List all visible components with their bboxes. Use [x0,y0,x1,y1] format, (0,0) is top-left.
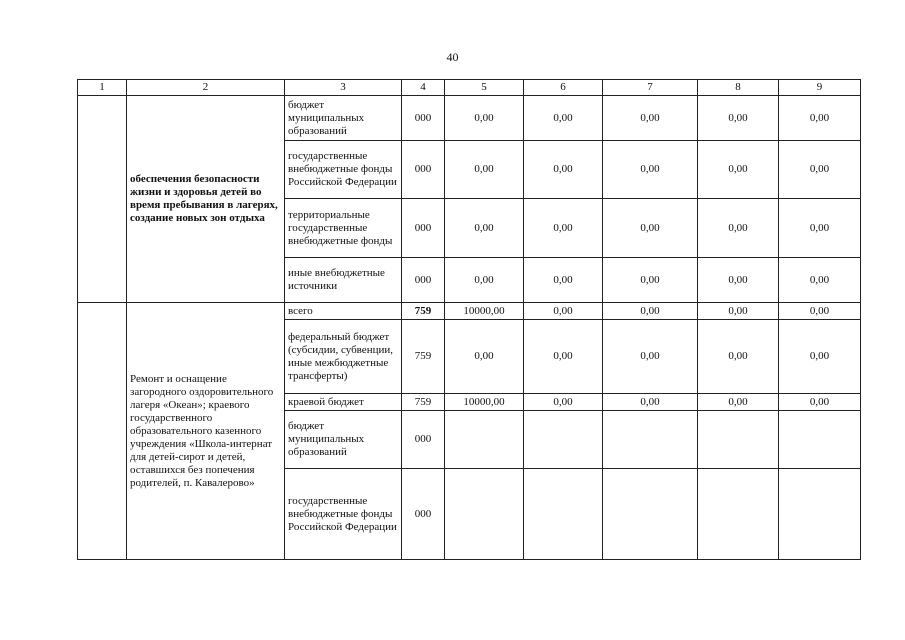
value-cell: 0,00 [779,303,861,320]
value-cell: 0,00 [603,394,698,411]
code-cell: 759 [402,303,445,320]
funding-source: территориальные государственные внебюджетные фонды [285,199,402,258]
value-cell [779,411,861,469]
column-number: 8 [698,80,779,96]
funding-source: государственные внебюджетные фонды Российской Федерации [285,141,402,199]
column-number-row [78,80,861,96]
code-cell: 759 [402,320,445,394]
value-cell: 0,00 [779,258,861,303]
value-cell: 0,00 [779,96,861,141]
value-cell: 0,00 [603,199,698,258]
row-number-cell [78,96,127,303]
value-cell: 0,00 [603,141,698,199]
code-cell: 000 [402,141,445,199]
value-cell: 0,00 [779,141,861,199]
funding-source: федеральный бюджет (субсидии, субвенции, иные межбюджетные трансферты) [285,320,402,394]
value-cell: 0,00 [698,141,779,199]
column-number: 1 [78,80,127,96]
value-cell: 0,00 [445,141,524,199]
value-cell: 0,00 [698,258,779,303]
value-cell: 0,00 [698,320,779,394]
value-cell: 0,00 [698,199,779,258]
table-row [78,303,861,320]
value-cell: 0,00 [779,199,861,258]
value-cell [779,469,861,560]
column-number: 5 [445,80,524,96]
row-number-cell [78,303,127,560]
value-cell: 0,00 [524,303,603,320]
funding-source: бюджет муниципальных образований [285,96,402,141]
funding-source: государственные внебюджетные фонды Российской Федерации [285,469,402,560]
column-number: 6 [524,80,603,96]
value-cell: 0,00 [524,199,603,258]
code-cell: 000 [402,199,445,258]
code-cell: 000 [402,258,445,303]
value-cell: 0,00 [698,96,779,141]
funding-source: всего [285,303,402,320]
value-cell: 0,00 [445,96,524,141]
value-cell: 0,00 [603,303,698,320]
value-cell: 0,00 [603,320,698,394]
value-cell: 0,00 [445,199,524,258]
funding-source: иные внебюджетные источники [285,258,402,303]
code-cell: 759 [402,394,445,411]
value-cell: 0,00 [603,96,698,141]
value-cell: 0,00 [445,258,524,303]
column-number: 7 [603,80,698,96]
value-cell: 0,00 [524,96,603,141]
value-cell [445,411,524,469]
value-cell: 0,00 [698,394,779,411]
column-number: 3 [285,80,402,96]
value-cell: 10000,00 [445,394,524,411]
funding-source: краевой бюджет [285,394,402,411]
funding-source: бюджет муниципальных образований [285,411,402,469]
value-cell: 10000,00 [445,303,524,320]
value-cell: 0,00 [698,303,779,320]
table-row [78,96,861,141]
code-cell: 000 [402,469,445,560]
value-cell [524,411,603,469]
measure-description: Ремонт и оснащение загородного оздоровительного лагеря «Океан»; краевого государственного образовательного казенного учреждения «Школа-интернат для детей-сирот и детей, оставшихся без попечения родителей, п. Кавалерово» [127,303,285,560]
column-number: 9 [779,80,861,96]
value-cell [445,469,524,560]
value-cell [698,469,779,560]
code-cell: 000 [402,96,445,141]
code-cell: 000 [402,411,445,469]
measure-description: обеспечения безопасности жизни и здоровья детей во время пребывания в лагерях, создание новых зон отдыха [127,96,285,303]
value-cell [524,469,603,560]
value-cell: 0,00 [779,320,861,394]
page-number: 40 [446,50,459,64]
value-cell: 0,00 [524,320,603,394]
column-number: 2 [127,80,285,96]
value-cell [603,469,698,560]
value-cell: 0,00 [524,141,603,199]
value-cell: 0,00 [603,258,698,303]
value-cell: 0,00 [779,394,861,411]
value-cell [698,411,779,469]
budget-table [77,79,861,560]
value-cell: 0,00 [524,258,603,303]
value-cell: 0,00 [445,320,524,394]
value-cell [603,411,698,469]
value-cell: 0,00 [524,394,603,411]
column-number: 4 [402,80,445,96]
